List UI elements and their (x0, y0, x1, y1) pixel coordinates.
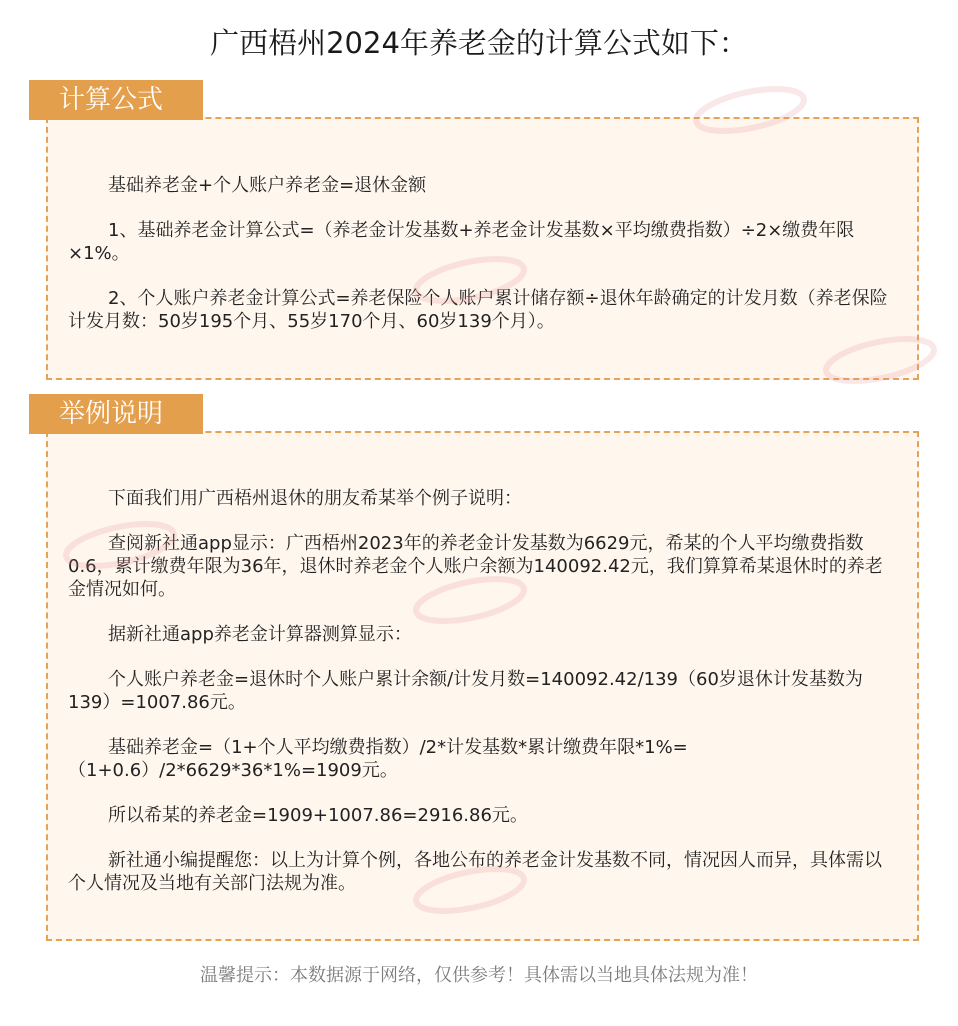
formula-box (46, 117, 919, 380)
example-paragraph: 基础养老金=（1+个人平均缴费指数）/2*计发基数*累计缴费年限*1%=（1+0.6）/2*6629*36*1%=1909元。 (68, 737, 688, 781)
example-paragraph: 下面我们用广西梧州退休的朋友希某举个例子说明： (108, 488, 522, 509)
section-tag-formula: 计算公式 (29, 80, 203, 120)
formula-paragraph: 1、基础养老金计算公式=（养老金计发基数+养老金计发基数×平均缴费指数）÷2×缴费年限×1%。 (68, 220, 855, 264)
example-paragraph: 新社通小编提醒您：以上为计算个例，各地公布的养老金计发基数不同，情况因人而异，具体需以个人情况及当地有关部门法规为准。 (68, 850, 882, 894)
page-title: 广西梧州2024年养老金的计算公式如下： (210, 26, 748, 60)
formula-paragraph: 基础养老金+个人账户养老金=退休金额 (108, 175, 427, 196)
formula-paragraph: 2、个人账户养老金计算公式=养老保险个人账户累计储存额÷退休年龄确定的计发月数（养老保险计发月数：50岁195个月、55岁170个月、60岁139个月）。 (68, 288, 888, 332)
example-paragraph: 所以希某的养老金=1909+1007.86=2916.86元。 (108, 805, 528, 826)
example-box (46, 431, 919, 941)
section-tag-example: 举例说明 (29, 394, 203, 434)
example-paragraph: 查阅新社通app显示：广西梧州2023年的养老金计发基数为6629元，希某的个人平均缴费指数0.6，累计缴费年限为36年，退休时养老金个人账户余额为140092.42元，我们算算希某退休时的养老金情况如何。 (68, 533, 883, 600)
example-paragraph: 据新社通app养老金计算器测算显示： (108, 624, 412, 645)
example-paragraph: 个人账户养老金=退休时个人账户累计余额/计发月数=140092.42/139（60岁退休计发基数为139）=1007.86元。 (68, 669, 863, 713)
footer-note: 温馨提示：本数据源于网络，仅供参考！具体需以当地具体法规为准！ (200, 965, 758, 986)
